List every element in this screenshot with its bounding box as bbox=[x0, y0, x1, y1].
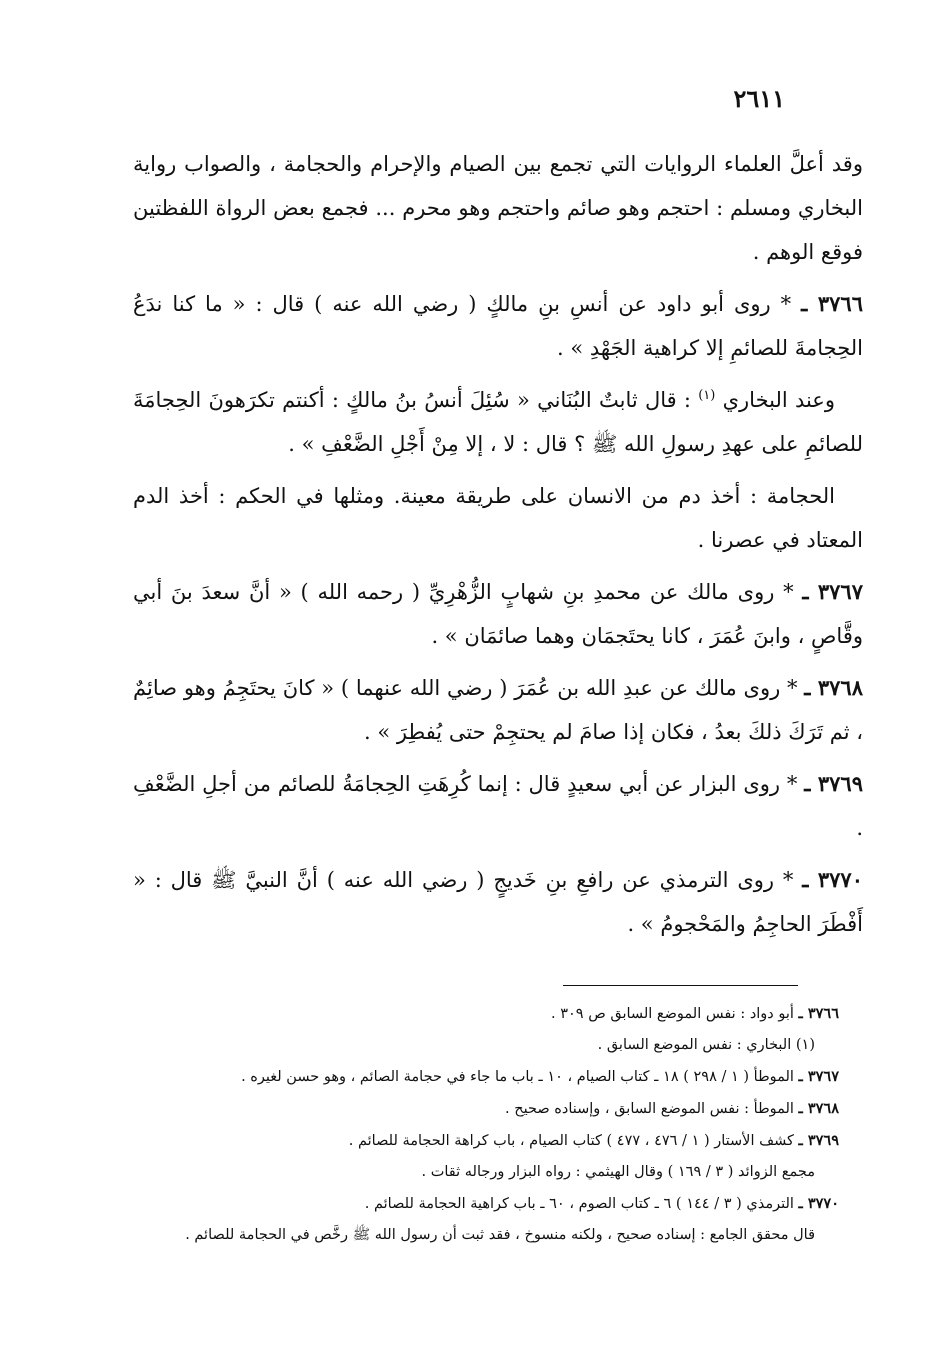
footnote-text: مجمع الزوائد ( ٣ / ١٦٩ ) وقال الهيثمي : رواه البزار ورجاله ثقات . bbox=[421, 1164, 815, 1180]
paragraph-text: وقد أعلَّ العلماء الروايات التي تجمع بين الصيام والإحرام والحجامة ، والصواب رواية البخاري ومسلم : احتجم وهو صائم واحتجم وهو محرم ... فجمع بعض الرواة اللفظتين فوقع الوهم . bbox=[133, 152, 863, 264]
footnote-number: ٣٧٦٩ ـ bbox=[798, 1132, 839, 1149]
hadith-3766 bbox=[133, 282, 863, 370]
footnote-text: (١) البخاري : نفس الموضع السابق . bbox=[597, 1037, 815, 1053]
footnote-majma bbox=[119, 1157, 839, 1188]
hadith-text: * روى البزار عن أبي سعيدٍ قال : إنما كُرِهَتِ الحِجامَةُ للصائم من أجلِ الضَّعْفِ . bbox=[133, 772, 863, 840]
paragraph-text: الحجامة : أخذ دم من الانسان على طريقة معينة. ومثلها في الحكم : أخذ الدم المعتاد في عصرنا . bbox=[133, 484, 863, 552]
hadith-text: * روى مالك عن عبدِ الله بن عُمَرَ ( رضي الله عنهما ) « كانَ يحتَجِمُ وهو صائِمٌ ، ثم تَرَكَ ذلكَ بعدُ ، فكان إذا صامَ لم يحتجِمْ حتى يُفطِرَ » . bbox=[133, 676, 863, 744]
footnote-3766 bbox=[119, 998, 839, 1030]
footnote-text: الموطأ ( ١ / ٢٩٨ ) ١٨ ـ كتاب الصيام ، ١٠ ـ باب ما جاء في حجامة الصائم ، وهو حسن لغيره . bbox=[241, 1069, 794, 1085]
hadith-number: ٣٧٦٨ ـ bbox=[804, 675, 863, 700]
footnote-separator bbox=[563, 985, 798, 986]
footnote-3769 bbox=[119, 1125, 839, 1157]
footnote-marker: (١) bbox=[698, 388, 716, 403]
hadith-3770 bbox=[133, 858, 863, 946]
footnote-editor-note bbox=[119, 1220, 839, 1251]
hadith-text: * روى أبو داود عن أنسِ بنِ مالكٍ ( رضي الله عنه ) قال : « ما كنا ندَعُ الحِجامةَ للصائمِ إلا كراهية الجَهْدِ » . bbox=[133, 292, 863, 360]
main-text bbox=[133, 142, 863, 954]
hadith-3767 bbox=[133, 570, 863, 658]
hadith-text: * روى الترمذي عن رافعِ بنِ خَديجٍ ( رضي الله عنه ) أنَّ النبيَّ ﷺ قال : « أَفْطَرَ الحاجِمُ والمَحْجومُ » . bbox=[133, 868, 863, 936]
hijama-definition bbox=[133, 474, 863, 562]
footnote-number: ٣٧٦٧ ـ bbox=[798, 1068, 839, 1085]
footnote-1 bbox=[119, 1030, 839, 1061]
footnote-number: ٣٧٦٦ ـ bbox=[798, 1005, 839, 1022]
footnote-3767 bbox=[119, 1061, 839, 1093]
footnote-text: الموطأ : نفس الموضع السابق ، وإسناده صحيح . bbox=[505, 1101, 794, 1117]
paragraph-intro bbox=[133, 142, 863, 274]
footnote-3768 bbox=[119, 1093, 839, 1125]
footnote-text: قال محقق الجامع : إسناده صحيح ، ولكنه منسوخ ، فقد ثبت أن رسول الله ﷺ رخَّص في الحجامة للصائم . bbox=[185, 1227, 815, 1243]
footnote-number: ٣٧٧٠ ـ bbox=[798, 1195, 839, 1212]
page-number: ٢٦١١ bbox=[733, 84, 785, 113]
hadith-text: * روى مالك عن محمدِ بنِ شهابٍ الزُّهْرِيِّ ( رحمه الله ) « أنَّ سعدَ بنَ أبي وقَّاصٍ ، وابنَ عُمَرَ ، كانا يحتَجمَان وهما صائمَان » . bbox=[133, 580, 863, 648]
footnote-text: أبو دواد : نفس الموضع السابق ص ٣٠٩ . bbox=[551, 1006, 794, 1022]
bukhari-narration bbox=[133, 378, 863, 466]
hadith-number: ٣٧٦٦ ـ bbox=[801, 291, 863, 316]
footnote-number: ٣٧٦٨ ـ bbox=[798, 1100, 839, 1117]
hadith-3769 bbox=[133, 762, 863, 850]
paragraph-text-after: : قال ثابتٌ البُنَاني « سُئِلَ أنسُ بنُ مالكٍ : أكنتم تكرَهونَ الحِجامَةَ للصائمِ على عهدِ رسولِ الله ﷺ ؟ قال : لا ، إلا مِنْ أَجْلِ الضَّعْفِ » . bbox=[133, 388, 863, 456]
footnote-3770 bbox=[119, 1188, 839, 1220]
hadith-number: ٣٧٦٩ ـ bbox=[804, 771, 863, 796]
footnote-text: كشف الأستار ( ١ / ٤٧٦ ، ٤٧٧ ) كتاب الصيام ، باب كراهة الحجامة للصائم . bbox=[348, 1133, 794, 1149]
footnote-text: الترمذي ( ٣ / ١٤٤ ) ٦ ـ كتاب الصوم ، ٦٠ ـ باب كراهية الحجامة للصائم . bbox=[364, 1196, 794, 1212]
hadith-number: ٣٧٦٧ ـ bbox=[802, 579, 863, 604]
hadith-number: ٣٧٧٠ ـ bbox=[802, 867, 863, 892]
footnotes bbox=[119, 998, 839, 1251]
paragraph-text-before: وعند البخاري bbox=[722, 388, 835, 412]
hadith-3768 bbox=[133, 666, 863, 754]
